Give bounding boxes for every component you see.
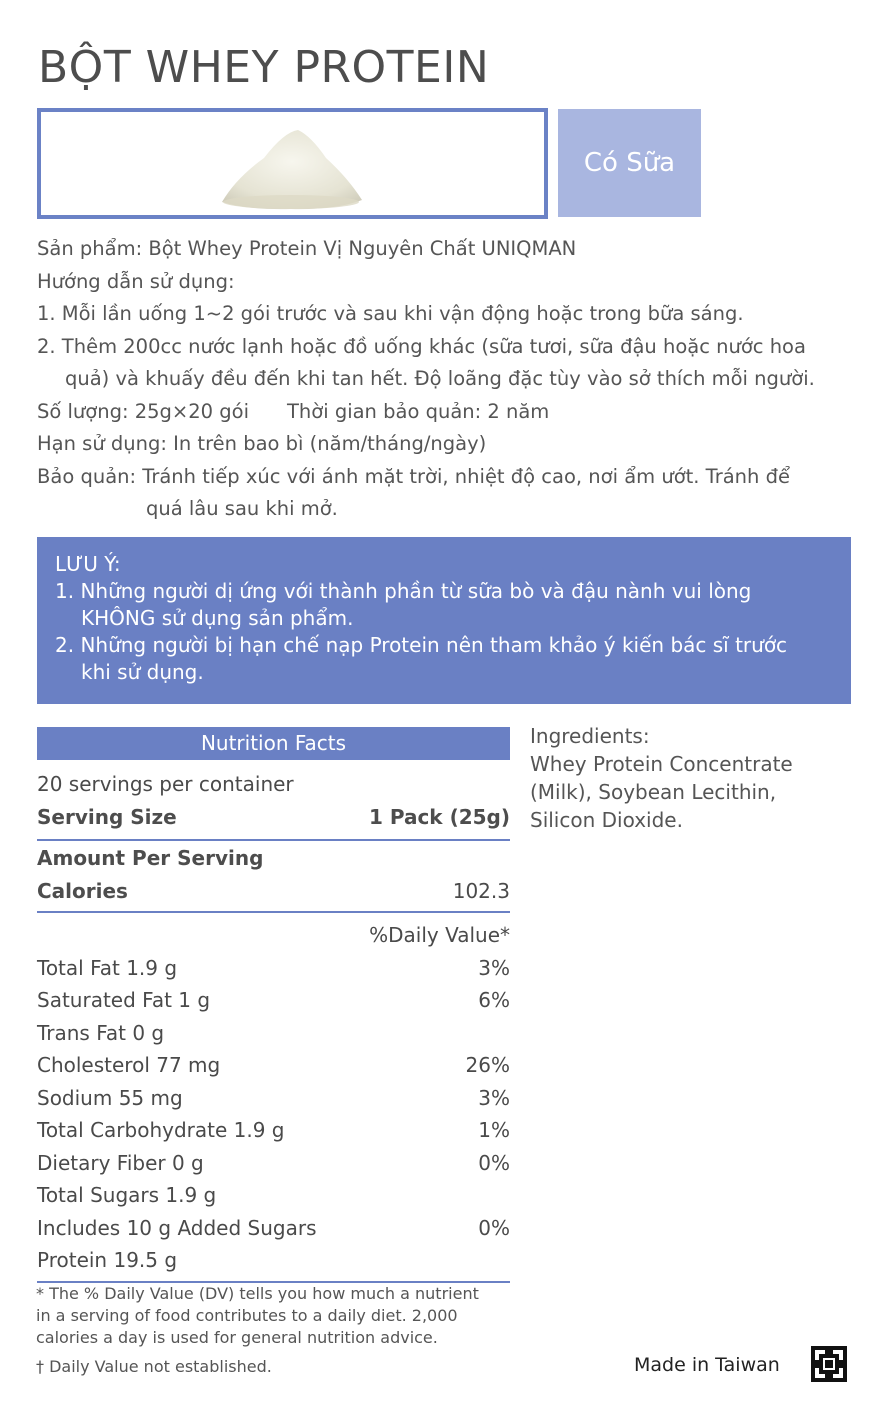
footnote-line: in a serving of food contributes to a daily diet. 2,000: [36, 1306, 458, 1325]
footnote-line: * The % Daily Value (DV) tells you how much a nutrient: [36, 1284, 479, 1303]
nutrient-label: Includes 10 g Added Sugars: [37, 1215, 317, 1240]
nutrient-row: [37, 1049, 510, 1082]
note-item-1: 1. Những người dị ứng với thành phần từ sữa bò và đậu nành vui lòng: [55, 579, 752, 603]
nutrient-row: [37, 1114, 510, 1147]
nutrient-label: Trans Fat 0 g: [37, 1020, 165, 1045]
nutrient-label: Total Sugars 1.9 g: [37, 1183, 217, 1207]
nutrient-daily-value: 3%: [478, 1085, 510, 1110]
nutrition-facts: [37, 727, 510, 1283]
storage-cont: quá lâu sau khi mở.: [146, 497, 338, 520]
warning-note: [37, 537, 851, 704]
ingredients-line: Whey Protein Concentrate: [530, 752, 793, 776]
nutrient-row: [37, 1212, 510, 1245]
daily-value-header: [37, 919, 510, 952]
divider: [37, 839, 510, 841]
quantity: Số lượng: 25g×20 gói: [37, 399, 249, 423]
note-title: LƯU Ý:: [55, 552, 121, 576]
nutrient-daily-value: 1%: [478, 1118, 510, 1142]
footnote-line: calories a day is used for general nutrition advice.: [36, 1328, 438, 1347]
serving-size-row: [37, 801, 510, 834]
divider: [37, 911, 510, 913]
variant-label: Có Sữa: [583, 148, 676, 178]
serving-size-label: Serving Size: [37, 804, 177, 829]
nutrient-daily-value: 26%: [465, 1053, 510, 1077]
nutrient-label: Cholesterol 77 mg: [37, 1053, 221, 1077]
calories-label: Calories: [37, 878, 128, 903]
nutrient-label: Saturated Fat 1 g: [37, 988, 211, 1012]
made-in-label: Made in Taiwan: [634, 1354, 780, 1376]
variant-tag: [558, 109, 701, 217]
ingredients: [530, 722, 850, 834]
nutrient-list: [37, 952, 510, 1277]
nutrient-label: Protein 19.5 g: [37, 1248, 178, 1272]
note-item-2-cont: khi sử dụng.: [81, 660, 204, 684]
note-item-1-cont: KHÔNG sử dụng sản phẩm.: [81, 606, 354, 630]
nutrient-row: [37, 1179, 510, 1212]
servings-per-container: [37, 768, 510, 801]
nutrient-label: Total Fat 1.9 g: [37, 955, 178, 980]
shelf-life: Thời gian bảo quản: 2 năm: [287, 399, 550, 423]
serving-size-value: 1 Pack (25g): [368, 804, 510, 829]
expiry: Hạn sử dụng: In trên bao bì (năm/tháng/ngày): [37, 432, 487, 455]
nutrient-daily-value: 0%: [478, 1215, 510, 1240]
ingredients-title: Ingredients:: [530, 724, 650, 748]
amount-per-serving: [37, 842, 510, 875]
usage-step-2: 2. Thêm 200cc nước lạnh hoặc đồ uống khác (sữa tươi, sữa đậu hoặc nước hoa: [37, 334, 806, 358]
nutrient-row: [37, 1147, 510, 1180]
nutrient-row: [37, 984, 510, 1017]
nutrient-row: [37, 1082, 510, 1115]
servings-text: 20 servings per container: [37, 772, 294, 796]
recycle-icon: [809, 1344, 849, 1384]
nutrient-label: Sodium 55 mg: [37, 1085, 183, 1110]
ingredients-line: (Milk), Soybean Lecithin,: [530, 780, 777, 804]
nutrient-label: Dietary Fiber 0 g: [37, 1150, 204, 1175]
nutrient-daily-value: 6%: [478, 988, 510, 1012]
calories-row: [37, 875, 510, 908]
nutrient-row: [37, 1017, 510, 1050]
storage: Bảo quản: Tránh tiếp xúc với ánh mặt trời, nhiệt độ cao, nơi ẩm ướt. Tránh để: [37, 464, 790, 488]
product-info: [37, 233, 857, 526]
quantity-shelf-line: [37, 396, 857, 429]
dagger-note: † Daily Value not established.: [36, 1357, 272, 1376]
daily-value-footnote: [36, 1283, 516, 1349]
ingredients-line: Silicon Dioxide.: [530, 808, 683, 832]
calories-value: 102.3: [452, 878, 510, 903]
nutrition-header: Nutrition Facts: [37, 727, 510, 760]
nutrient-daily-value: 3%: [478, 955, 510, 980]
page-title: BỘT WHEY PROTEIN: [38, 42, 490, 93]
usage-title: Hướng dẫn sử dụng:: [37, 269, 235, 293]
usage-step-2-cont: quả) và khuấy đều đến khi tan hết. Độ loãng đặc tùy vào sở thích mỗi người.: [65, 367, 815, 390]
note-item-2: 2. Những người bị hạn chế nạp Protein nên tham khảo ý kiến bác sĩ trước: [55, 633, 788, 657]
nutrient-row: [37, 1244, 510, 1277]
amount-label: Amount Per Serving: [37, 846, 264, 870]
product-name: Sản phẩm: Bột Whey Protein Vị Nguyên Chất UNIQMAN: [37, 237, 577, 260]
nutrient-row: [37, 952, 510, 985]
daily-value-label: %Daily Value*: [369, 923, 510, 947]
nutrient-daily-value: 0%: [478, 1150, 510, 1175]
nutrient-label: Total Carbohydrate 1.9 g: [37, 1118, 285, 1142]
powder-image: [216, 118, 366, 210]
product-image-frame: [37, 108, 548, 219]
usage-step-1: 1. Mỗi lần uống 1~2 gói trước và sau khi vận động hoặc trong bữa sáng.: [37, 302, 744, 325]
